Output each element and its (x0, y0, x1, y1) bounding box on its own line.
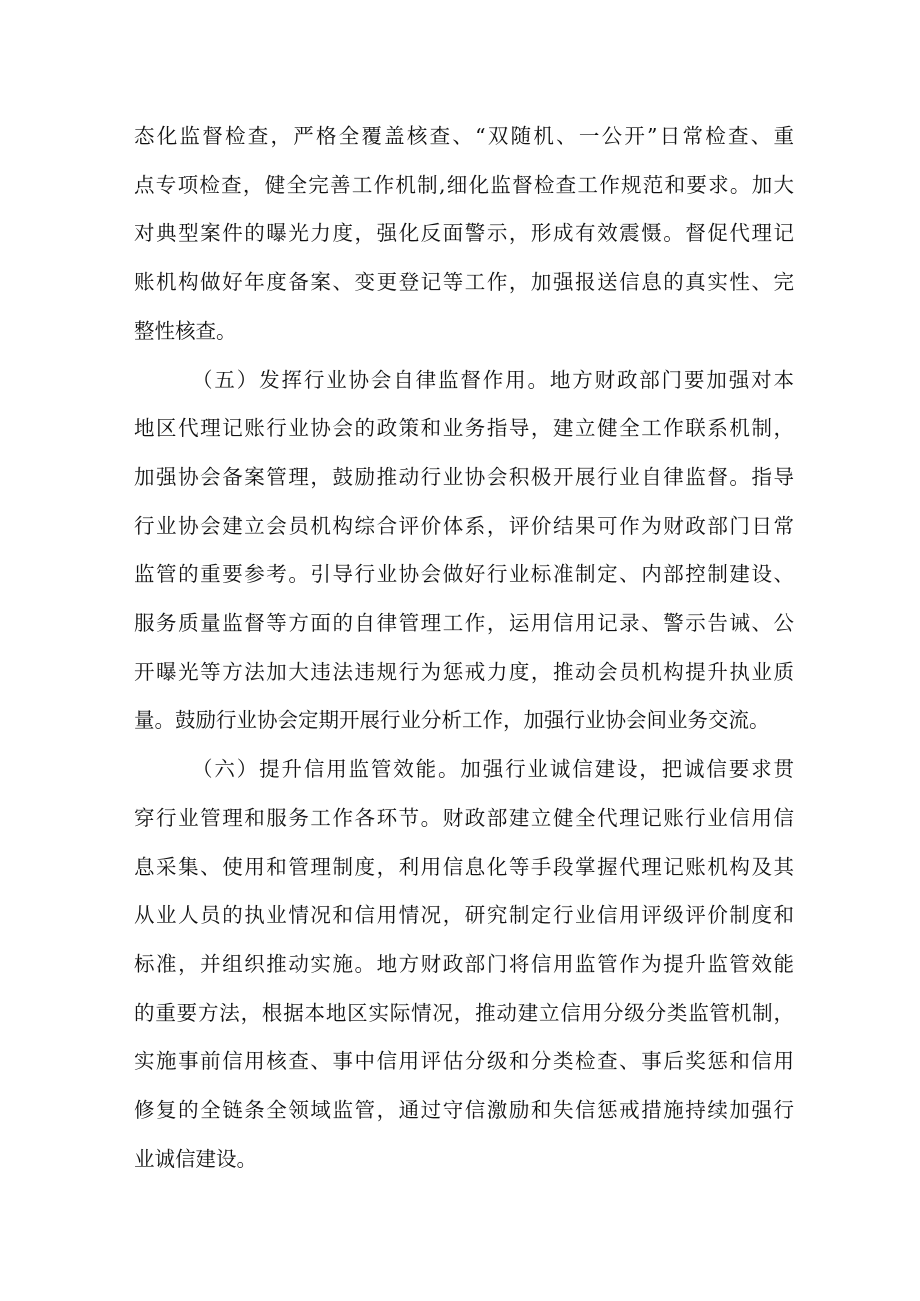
text-line: 量。鼓励行业协会定期开展行业分析工作，加强行业协会间业务交流。 (134, 708, 770, 733)
text-line: 业诚信建设。 (134, 1146, 257, 1171)
paragraph-section-5 (134, 356, 794, 746)
text-line: 态化监督检查，严格全覆盖核查、“双随机、一公开”日常检查、重 (134, 124, 794, 148)
text-line: 账机构做好年度备案、变更登记等工作，加强报送信息的真实性、完 (134, 270, 794, 295)
text-line: 标准，并组织推动实施。地方财政部门将信用监管作为提升监管效能 (134, 951, 794, 976)
text-line: 息采集、使用和管理制度，利用信息化等手段掌握代理记账机构及其 (134, 854, 794, 879)
document-body (134, 112, 794, 1183)
paragraph-continuation (134, 112, 794, 356)
text-line: 的重要方法，根据本地区实际情况，推动建立信用分级分类监管机制， (134, 1000, 794, 1025)
paragraph-section-6 (134, 745, 794, 1183)
text-line: 从业人员的执业情况和信用情况，研究制定行业信用评级评价制度和 (134, 903, 794, 928)
text-line: 穿行业管理和服务工作各环节。财政部建立健全代理记账行业信用信 (134, 805, 794, 830)
text-line: 开曝光等方法加大违法违规行为惩戒力度，推动会员机构提升执业质 (134, 659, 794, 684)
text-line: 加强协会备案管理，鼓励推动行业协会积极开展行业自律监督。指导 (134, 464, 794, 489)
text-line: 修复的全链条全领域监管，通过守信激励和失信惩戒措施持续加强行 (134, 1098, 794, 1123)
text-line: 点专项检查，健全完善工作机制,细化监督检查工作规范和要求。加大 (134, 172, 794, 197)
text-line: 实施事前信用核查、事中信用评估分级和分类检查、事后奖惩和信用 (134, 1049, 794, 1074)
text-line: 服务质量监督等方面的自律管理工作，运用信用记录、警示告诫、公 (134, 611, 794, 636)
text-line: 整性核查。 (134, 318, 237, 343)
text-line: 监管的重要参考。引导行业协会做好行业标准制定、内部控制建设、 (134, 562, 794, 587)
text-line: 对典型案件的曝光力度，强化反面警示，形成有效震慑。督促代理记 (134, 221, 794, 246)
text-line: 行业协会建立会员机构综合评价体系，评价结果可作为财政部门日常 (134, 513, 794, 538)
text-line: （六）提升信用监管效能。加强行业诚信建设，把诚信要求贯 (192, 757, 794, 782)
text-line: （五）发挥行业协会自律监督作用。地方财政部门要加强对本 (192, 367, 794, 392)
text-line: 地区代理记账行业协会的政策和业务指导，建立健全工作联系机制， (134, 416, 794, 441)
